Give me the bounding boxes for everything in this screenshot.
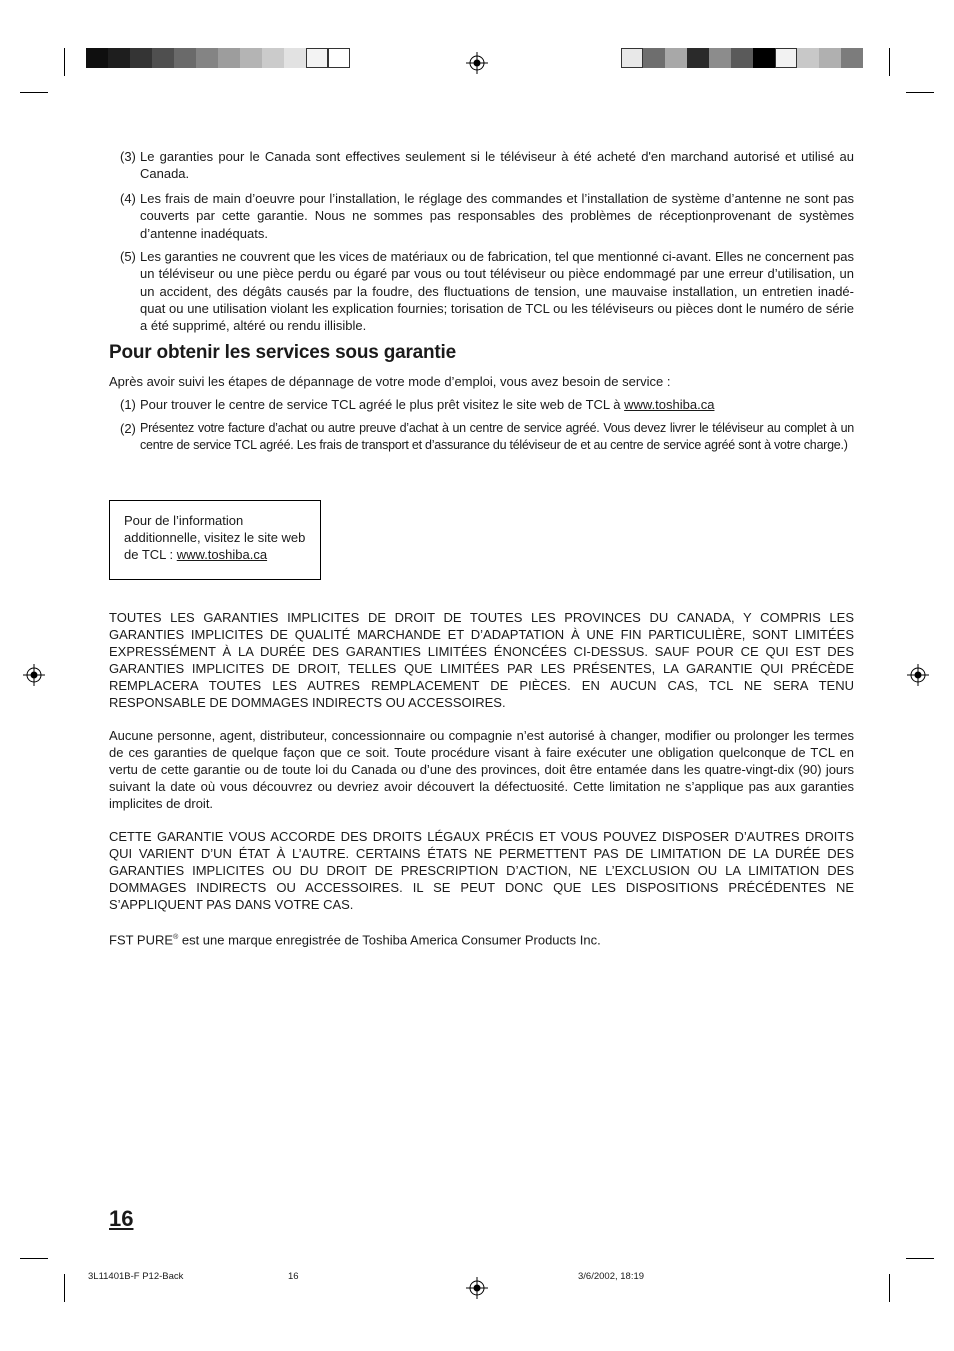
color-bar-left-swatch — [240, 48, 262, 68]
crop-mark-top-left-v — [64, 48, 65, 76]
info-box-text — [124, 512, 318, 563]
registered-mark: ® — [173, 934, 179, 941]
legal-rights-paragraph: CETTE GARANTIE VOUS ACCORDE DES DROITS LÉGAUX PRÉCIS ET VOUS POUVEZ DISPOSER D’AUTRES DROITS QUI VARIENT D’UN ÉTAT À L’AUTRE. CERTAINS ÉTATS NE PERMETTENT PAS DE LIMITATION DE LA DURÉE DES GARANTIES IMPLICITES OU DU DROIT DE PRESCRIPTION D’ACTION, NE L’EXCLUSION OU LA LIMITATION DES DOMMAGES INDIRECTS OU ACCESSOIRES. IL SE PEUT DONC QUE LES DISPOSITIONS PRÉCÉDENTES NE S’APPLIQUENT PAS DANS VOTRE CAS. — [109, 829, 854, 912]
footer-date: 3/6/2002, 18:19 — [578, 1271, 645, 1282]
color-bar-right-swatch — [753, 48, 775, 68]
item-number: (5) — [120, 249, 136, 264]
crop-mark-top-left-h — [20, 92, 48, 93]
crop-mark-bottom-left-v — [64, 1274, 65, 1302]
color-bar-right-swatch — [775, 48, 797, 68]
implied-warranties-paragraph: TOUTES LES GARANTIES IMPLICITES DE DROIT DE TOUTES LES PROVINCES DU CANADA, Y COMPRIS LES GARANTIES IMPLICITES DE QUALITÉ MARCHANDE ET D’ADAPTATION À UNE FIN PARTICULIÈRE, SONT LIMITÉES EXPRESSÉMENT À LA DURÉE DES GARANTIES LIMITÉES ÉNONCÉES CI-DESSUS. SAUF POUR CE QUI EST DES GARANTIES IMPLICITES DE DROIT, TELLES QUE LIMITÉES PAR LES PRÉSENTES, LA GARANTIE QUI PRÉCÈDE REMPLACERA TOUTES LES AUTRES REMPLACEMENT DE PIÈCES. EN AUCUN CAS, TCL NE SERA TENU RESPONSABLE DE DOMMAGES INDIRECTS OU ACCESSOIRES. — [109, 610, 854, 710]
info-box — [109, 500, 321, 580]
crop-mark-bottom-right-v — [889, 1274, 890, 1302]
color-bar-left-swatch — [174, 48, 196, 68]
section-title: Pour obtenir les services sous garantie — [109, 342, 457, 363]
website-link[interactable]: www.toshiba.ca — [624, 397, 715, 412]
footer-page: 16 — [288, 1271, 299, 1282]
website-link[interactable]: www.toshiba.ca — [176, 547, 268, 562]
color-bar-right-swatch — [731, 48, 753, 68]
page-number: 16 — [109, 1206, 134, 1231]
color-bar-right-swatch — [643, 48, 665, 68]
color-bar-left-swatch — [328, 48, 350, 68]
color-bar-left-swatch — [218, 48, 240, 68]
item-text: Les frais de main d’oeuvre pour l’installation, le réglage des commandes et l’installation de système d’antenne ne sont pas couverts par cette garantie. Nous ne sommes pas responsables des problèmes de réceptionprovenant de systèmes d’antenne inadéquats. — [140, 191, 854, 241]
registration-mark-icon — [907, 664, 929, 686]
info-box-content: Pour de l’information additionnelle, visitez le site web de TCL : — [124, 513, 306, 562]
crop-mark-bottom-right-h — [906, 1258, 934, 1259]
color-bar-right-swatch — [687, 48, 709, 68]
trademark-note — [109, 929, 854, 948]
item-text: Les garanties ne couvrent que les vices de matériaux ou de fabrication, tel que mentionné ci-avant. Elles ne concernent pas un téléviseur ou une pièce perdu ou égaré par vous ou tout téléviseur ou pièce endommagé par une erreur d’utilisation, un un accident, des dégâts causés par la foudre, des fluctuations de tension, une mauvaise installation, un entretien inadé-quat ou une utilisation violant les explication fournies; torisation de TCL ou les téléviseurs ou pièces dont le numéro de série a été supprimé, altéré ou rendu illisible. — [140, 249, 854, 334]
item-text: Le garanties pour le Canada sont effectives seulement si le téléviseur à été acheté d'en marchand autorisé et utilisé au Canada. — [140, 149, 854, 182]
footer-file: 3L11401B-F P12-Back — [88, 1271, 184, 1282]
color-bar-left-swatch — [262, 48, 284, 68]
color-bar-right-swatch — [841, 48, 863, 68]
color-bar-left-swatch — [196, 48, 218, 68]
registration-mark-icon — [23, 664, 45, 686]
color-bar-left-swatch — [284, 48, 306, 68]
color-bar-left-swatch — [152, 48, 174, 68]
color-bar-right-swatch — [621, 48, 643, 68]
item-text — [140, 396, 854, 413]
color-bar-right-swatch — [665, 48, 687, 68]
crop-mark-top-right-v — [889, 48, 890, 76]
item-number: (2) — [120, 421, 136, 436]
color-bar-left-swatch — [108, 48, 130, 68]
trademark-text: est une marque enregistrée de Toshiba America Consumer Products Inc. — [178, 932, 601, 948]
color-bar-right-swatch — [797, 48, 819, 68]
color-bar-left-swatch — [130, 48, 152, 68]
crop-mark-bottom-left-h — [20, 1258, 48, 1259]
trademark-brand: FST PURE — [109, 932, 174, 948]
color-bar-left-swatch — [86, 48, 108, 68]
color-bar-left — [86, 48, 350, 68]
registration-mark-icon — [466, 1277, 488, 1299]
color-bar-left-swatch — [306, 48, 328, 68]
item-number: (4) — [120, 191, 136, 206]
service-item-1 — [120, 396, 854, 413]
item-number: (1) — [120, 397, 136, 412]
crop-mark-top-right-h — [906, 92, 934, 93]
service-intro: Après avoir suivi les étapes de dépannage de votre mode d’emploi, vous avez besoin de service : — [109, 374, 671, 389]
item-text-content: Pour trouver le centre de service TCL agréé le plus prêt visitez le site web de TCL à — [140, 397, 625, 412]
item-number: (3) — [120, 149, 136, 164]
service-item-2 — [120, 420, 854, 455]
warranty-item-3 — [120, 148, 854, 183]
warranty-item-5 — [120, 248, 854, 334]
color-bar-right-swatch — [819, 48, 841, 68]
color-bar-right — [621, 48, 863, 68]
warranty-item-4 — [120, 190, 854, 242]
no-modification-paragraph: Aucune personne, agent, distributeur, concessionnaire ou compagnie n’est autorisé à changer, modifier ou prolonger les termes de ces garanties de quelque façon que ce soit. Toute procédure visant à faire exécuter une obligation quelconque de TCL en vertu de cette garantie ou de toute loi du Canada ou d’une des provinces, doit être entamée dans les quatre-vingt-dix (90) jours suivant la date où vous découvrez ou devriez avoir découvert la défectuosité. Cette limitation ne s’applique pas aux garanties implicites de droit. — [109, 728, 854, 811]
item-text: Présentez votre facture d’achat ou autre preuve d’achat à un centre de service agréé. Vous devez livrer le téléviseur au complet à un centre de service TCL agréé. Les frais de transport et d’assurance du téléviseur de et au centre de service agréé sont à votre charge.) — [140, 421, 854, 453]
registration-mark-icon — [466, 52, 488, 74]
color-bar-right-swatch — [709, 48, 731, 68]
